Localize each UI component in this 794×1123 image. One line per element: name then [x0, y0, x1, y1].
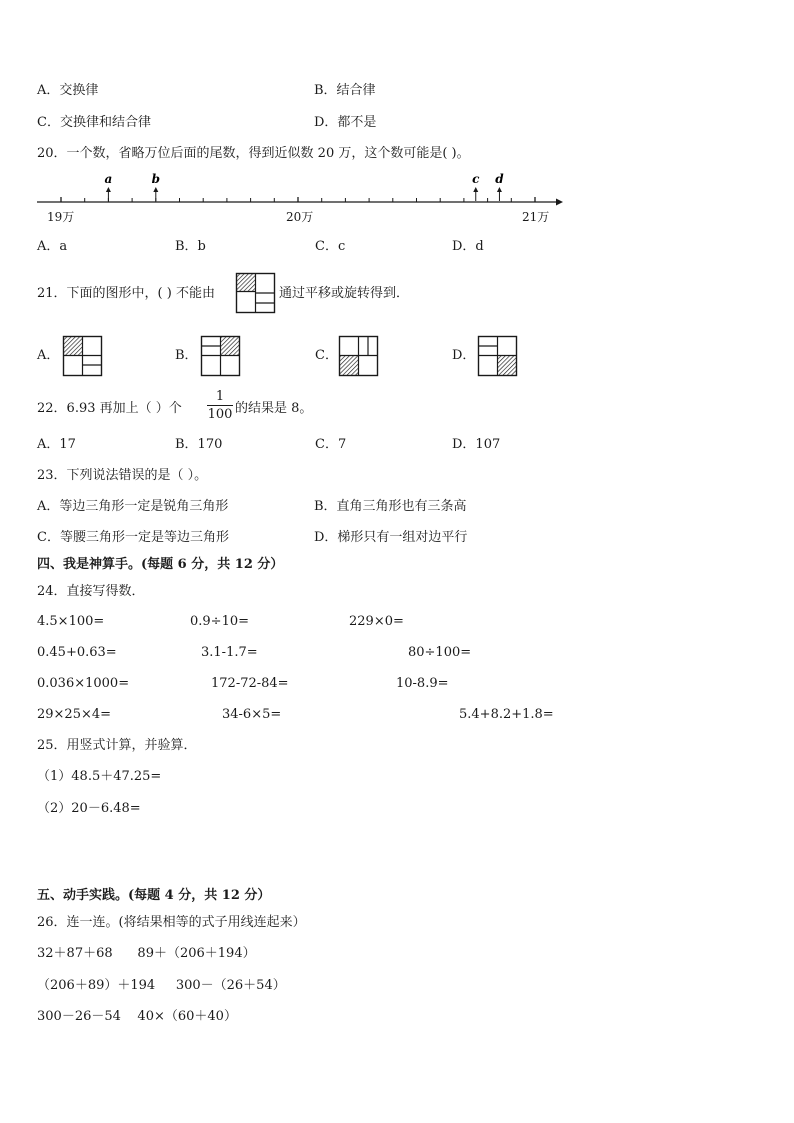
q22-option-d: D．107 [452, 437, 501, 452]
q21-option-b-label: B． [175, 348, 198, 363]
q25-item-1: （1）48.5＋47.25= [37, 769, 162, 784]
q24-item: 5.4+8.2+1.8= [459, 707, 554, 722]
q19-option-a: A．交换律 [37, 83, 99, 98]
number-line-label-19: 19万 [47, 210, 75, 224]
q20-option-a: A．a [37, 239, 68, 254]
q24-item: 229×0= [349, 614, 404, 629]
number-line-label-21: 21万 [522, 210, 550, 224]
q20-option-d: D．d [452, 239, 484, 254]
section-4-heading: 四、我是神算手。(每题 6 分，共 12 分） [37, 557, 284, 572]
number-line-marker-label: c [472, 172, 480, 186]
q23-option-d: D．梯形只有一组对边平行 [314, 530, 468, 545]
q21-option-b-figure [201, 336, 241, 377]
q26-row-2: （206＋89）＋194 300－（26＋54） [37, 978, 286, 993]
number-line-arrow [556, 199, 563, 206]
q22-fraction [207, 389, 233, 422]
number-line-marker-arrowhead [473, 187, 478, 192]
q26-row-1: 32＋87＋68 89＋（206＋194） [37, 946, 256, 961]
q22-stem-before: 22．6.93 再加上（ ）个 [37, 401, 182, 416]
q19-option-b: B．结合律 [314, 83, 376, 98]
q19-option-d: D．都不是 [314, 115, 377, 130]
number-line-marker-label: d [495, 172, 504, 186]
q20-stem: 20．一个数，省略万位后面的尾数，得到近似数 20 万，这个数可能是( )。 [37, 146, 470, 161]
number-line-marker-d [495, 172, 504, 201]
number-line-marker-arrowhead [106, 187, 111, 192]
number-line-marker-arrowhead [497, 187, 502, 192]
q23-option-b: B．直角三角形也有三条高 [314, 499, 467, 514]
q24-stem: 24．直接写得数． [37, 584, 145, 599]
q21-stem-after: 通过平移或旋转得到． [279, 286, 410, 301]
q25-item-2: （2）20－6.48= [37, 801, 141, 816]
q21-reference-figure [236, 273, 276, 314]
number-line-marker-a [105, 172, 113, 201]
q21-stem-before: 21．下面的图形中，( ) 不能由 [37, 286, 215, 301]
q22-stem-after: 的结果是 8。 [235, 401, 313, 416]
q21-option-d-label: D． [452, 348, 476, 363]
number-line-marker-label: a [104, 172, 113, 186]
q24-item: 3.1-1.7= [201, 645, 258, 660]
q22-fraction-denominator: 100 [207, 407, 233, 422]
q24-item: 10-8.9= [396, 676, 449, 691]
q21-option-a-figure [63, 336, 103, 377]
number-line-marker-b [152, 172, 160, 201]
number-line-marker-arrowhead [153, 187, 158, 192]
q24-item: 0.45+0.63= [37, 645, 117, 660]
number-line-ticks [61, 197, 535, 202]
q25-stem: 25．用竖式计算，并验算． [37, 738, 197, 753]
number-line-marker-label: b [151, 172, 160, 186]
number-line-label-20: 20万 [286, 210, 314, 224]
q22-option-a: A．17 [37, 437, 76, 452]
q26-row-3: 300－26－54 40×（60＋40） [37, 1009, 237, 1024]
q21-option-c-label: C． [315, 348, 338, 363]
q21-option-c-figure [339, 336, 379, 377]
q22-option-c: C．7 [315, 437, 347, 452]
q24-item: 4.5×100= [37, 614, 105, 629]
q23-stem: 23．下列说法错误的是（ ）。 [37, 468, 208, 483]
number-line-markers [105, 172, 505, 201]
section-5-heading: 五、动手实践。(每题 4 分，共 12 分） [37, 888, 271, 903]
q22-fraction-bar [207, 405, 233, 406]
q20-option-c: C．c [315, 239, 346, 254]
q19-option-c: C．交换律和结合律 [37, 115, 151, 130]
number-line [0, 0, 794, 260]
number-line-marker-c [472, 172, 480, 201]
q22-fraction-numerator: 1 [215, 389, 225, 404]
q23-option-c: C．等腰三角形一定是等边三角形 [37, 530, 229, 545]
q24-item: 34-6×5= [222, 707, 282, 722]
q26-stem: 26．连一连。(将结果相等的式子用线连起来） [37, 915, 306, 930]
q24-item: 172-72-84= [211, 676, 289, 691]
q24-item: 0.036×1000= [37, 676, 130, 691]
q21-option-d-figure [478, 336, 518, 377]
q24-item: 0.9÷10= [190, 614, 250, 629]
q23-option-a: A．等边三角形一定是锐角三角形 [37, 499, 229, 514]
q24-item: 80÷100= [408, 645, 472, 660]
q22-option-b: B．170 [175, 437, 223, 452]
q20-option-b: B．b [175, 239, 206, 254]
q24-item: 29×25×4= [37, 707, 112, 722]
q21-option-a-label: A． [37, 348, 60, 363]
